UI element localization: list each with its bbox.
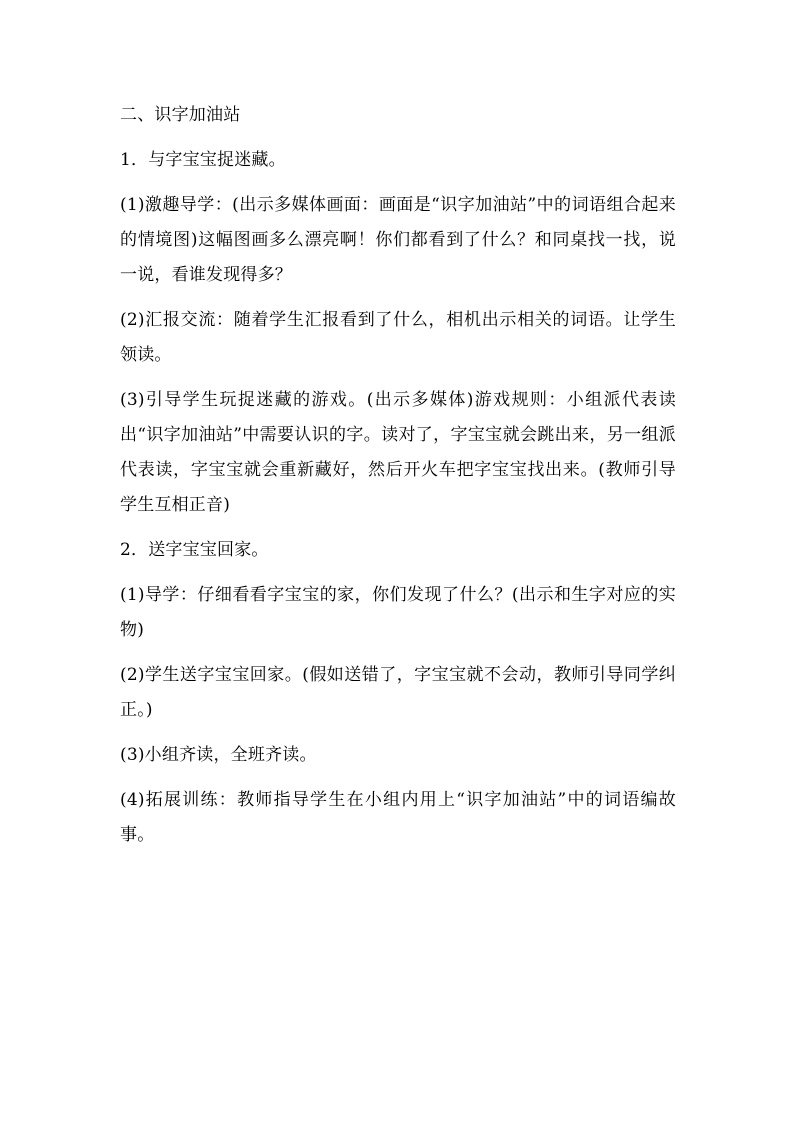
section-title: 二、识字加油站 (120, 105, 241, 125)
paragraph-1-2: (2)汇报交流：随着学生汇报看到了什么，相机出示相关的词语。让学生领读。 (120, 310, 676, 365)
subsection-heading-2: 2．送字宝宝回家。 (120, 540, 269, 560)
document-body (120, 98, 676, 863)
paragraph-1-1: (1)激趣导学：(出示多媒体画面：画面是“识字加油站”中的词语组合起来的情境图)这幅图画多么漂亮啊！你们都看到了什么？和同桌找一找，说一说，看谁发现得多？ (120, 195, 676, 285)
paragraph-1-3: (3)引导学生玩捉迷藏的游戏。(出示多媒体)游戏规则：小组派代表读出“识字加油站”中需要认识的字。读对了，字宝宝就会跳出来，另一组派代表读，字宝宝就会重新藏好，然后开火车把字宝宝找出来。(教师引导学生互相正音) (120, 390, 676, 515)
paragraph-2-3: (3)小组齐读，全班齐读。 (120, 745, 317, 765)
paragraph-2-1: (1)导学：仔细看看字宝宝的家，你们发现了什么？(出示和生字对应的实物) (120, 585, 676, 640)
subsection-heading-1: 1．与字宝宝捉迷藏。 (120, 150, 286, 170)
paragraph-2-2: (2)学生送字宝宝回家。(假如送错了，字宝宝就不会动，教师引导同学纠正。) (120, 665, 676, 720)
paragraph-2-4: (4)拓展训练：教师指导学生在小组内用上“识字加油站”中的词语编故事。 (120, 790, 676, 845)
